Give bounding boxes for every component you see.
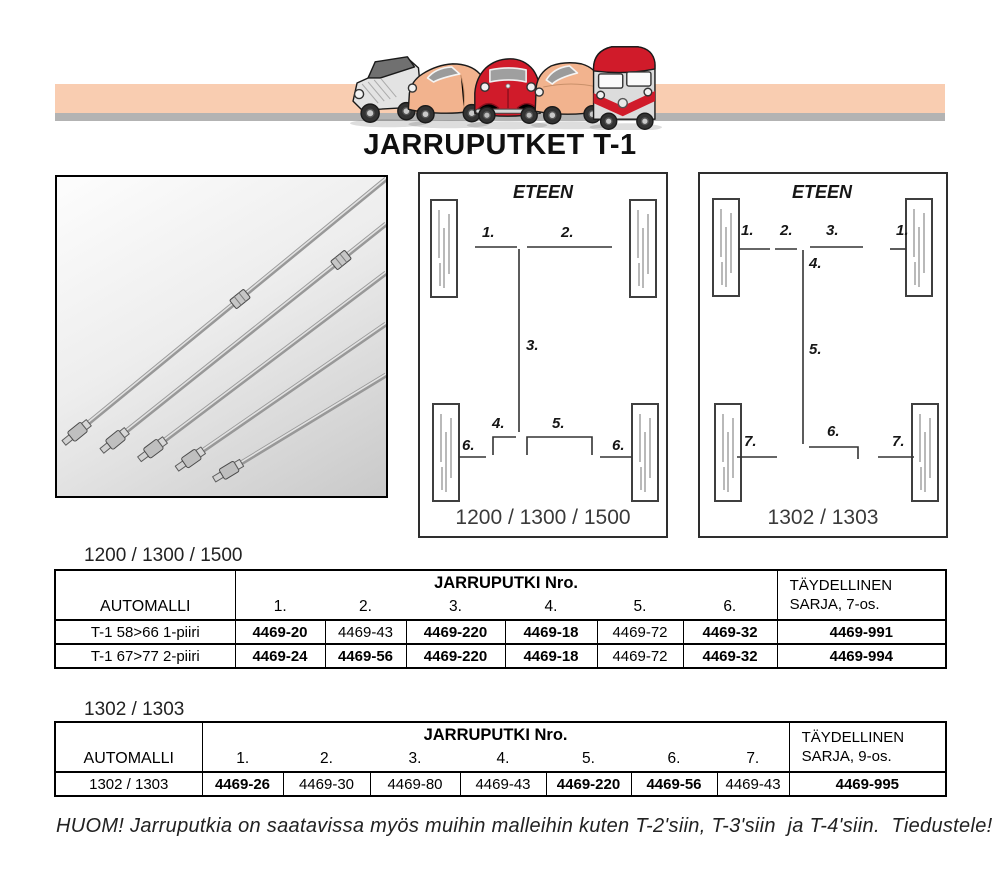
- diagram1-caption: 1200 / 1300 / 1500: [455, 506, 631, 529]
- pipe-number-header: 1.: [202, 747, 283, 772]
- table-heading-1200-1300-1500: 1200 / 1300 / 1500: [84, 545, 243, 566]
- part-number-cell: 4469-220: [406, 644, 505, 668]
- front-right-tire: [906, 199, 932, 296]
- front-left-tire: [431, 200, 457, 297]
- rear-right-tire: [632, 404, 658, 501]
- pipe-label-6-left: 6.: [462, 437, 475, 454]
- pipe-label-1-right: 1.: [896, 222, 909, 239]
- brake-pipe-lines: [81, 178, 386, 468]
- rear-left-tire: [715, 404, 741, 501]
- brake-line-routing: [737, 247, 914, 459]
- model-cell: T-1 58>66 1-piiri: [55, 620, 235, 644]
- pipe-number-header: 4.: [505, 595, 597, 620]
- pipe-label-3: 3.: [526, 337, 539, 354]
- pipe-number-header: 6.: [631, 747, 717, 772]
- pipe-label-4: 4.: [492, 415, 505, 432]
- parts-table-1200-1300-1500: [54, 569, 947, 669]
- part-number-cell: 4469-18: [505, 620, 597, 644]
- pipe-label-5: 5.: [552, 415, 565, 432]
- front-left-tire: [713, 199, 739, 296]
- pipe-label-1: 1.: [482, 224, 495, 241]
- table-row: [55, 772, 946, 796]
- t1-bus-icon: [590, 47, 662, 130]
- part-number-cell: 4469-220: [546, 772, 631, 796]
- part-number-cell: 4469-32: [683, 620, 777, 644]
- part-number-cell: 4469-220: [406, 620, 505, 644]
- page-title: JARRUPUTKET T-1: [363, 129, 637, 161]
- brake-line-routing: [459, 247, 632, 457]
- pipe-number-header: 6.: [683, 595, 777, 620]
- part-number-cell: 4469-32: [683, 644, 777, 668]
- part-number-cell: 4469-18: [505, 644, 597, 668]
- pipe-label-6: 6.: [827, 423, 840, 440]
- pipe-number-header: 5.: [546, 747, 631, 772]
- footer-note: HUOM! Jarruputkia on saatavissa myös muihin malleihin kuten T-2'siin, T-3'siin ja T-4'siin. Tiedustele!: [56, 815, 993, 837]
- group-header: JARRUPUTKI Nro.: [202, 722, 789, 747]
- pipe-number-header: 2.: [283, 747, 370, 772]
- diagram-1200-1300-1500: [418, 172, 668, 538]
- table-row: [55, 644, 946, 668]
- diagram2-title: ETEEN: [791, 182, 853, 202]
- pipe-label-1-left: 1.: [741, 222, 754, 239]
- part-number-cell: 4469-26: [202, 772, 283, 796]
- part-number-cell: 4469-56: [631, 772, 717, 796]
- model-cell: T-1 67>77 2-piiri: [55, 644, 235, 668]
- part-number-cell: 4469-43: [717, 772, 789, 796]
- pipe-label-2: 2.: [780, 222, 793, 239]
- part-number-cell: 4469-24: [235, 644, 325, 668]
- set-number-cell: 4469-995: [789, 772, 946, 796]
- pipe-number-header: 1.: [235, 595, 325, 620]
- part-number-cell: 4469-43: [325, 620, 406, 644]
- set-number-cell: 4469-994: [777, 644, 946, 668]
- part-number-cell: 4469-72: [597, 644, 683, 668]
- pipe-label-5: 5.: [809, 341, 822, 358]
- part-number-cell: 4469-56: [325, 644, 406, 668]
- set-column-header: TÄYDELLINEN SARJA, 7-os.: [777, 570, 946, 620]
- pipe-number-header: 2.: [325, 595, 406, 620]
- pipe-label-6-right: 6.: [612, 437, 625, 454]
- pipe-number-header: 4.: [460, 747, 546, 772]
- set-column-header: TÄYDELLINEN SARJA, 9-os.: [789, 722, 946, 772]
- front-right-tire: [630, 200, 656, 297]
- part-number-cell: 4469-43: [460, 772, 546, 796]
- diagram-1302-1303: [698, 172, 948, 538]
- rear-right-tire: [912, 404, 938, 501]
- diagram2-caption: 1302 / 1303: [767, 506, 879, 529]
- pipe-label-4: 4.: [809, 255, 822, 272]
- part-number-cell: 4469-80: [370, 772, 460, 796]
- pipe-label-7-right: 7.: [892, 433, 905, 450]
- pipe-number-header: 3.: [370, 747, 460, 772]
- model-column-header: AUTOMALLI: [55, 722, 202, 772]
- model-cell: 1302 / 1303: [55, 772, 202, 796]
- parts-table-1302-1303: [54, 721, 947, 797]
- part-number-cell: 4469-20: [235, 620, 325, 644]
- table-row: [55, 620, 946, 644]
- pipe-number-header: 7.: [717, 747, 789, 772]
- brake-pipes-photo: [55, 175, 388, 498]
- pipe-label-3: 3.: [826, 222, 839, 239]
- part-number-cell: 4469-30: [283, 772, 370, 796]
- pipe-number-header: 3.: [406, 595, 505, 620]
- diagram1-title: ETEEN: [512, 182, 574, 202]
- part-number-cell: 4469-72: [597, 620, 683, 644]
- table-heading-1302-1303: 1302 / 1303: [84, 699, 185, 720]
- brake-pipes-drawing: [57, 177, 386, 496]
- vw-cars-illustration: [348, 36, 662, 130]
- group-header: JARRUPUTKI Nro.: [235, 570, 777, 595]
- pipe-number-header: 5.: [597, 595, 683, 620]
- set-number-cell: 4469-991: [777, 620, 946, 644]
- pipe-label-7-left: 7.: [744, 433, 757, 450]
- rear-left-tire: [433, 404, 459, 501]
- pipe-label-2: 2.: [561, 224, 574, 241]
- model-column-header: AUTOMALLI: [55, 570, 235, 620]
